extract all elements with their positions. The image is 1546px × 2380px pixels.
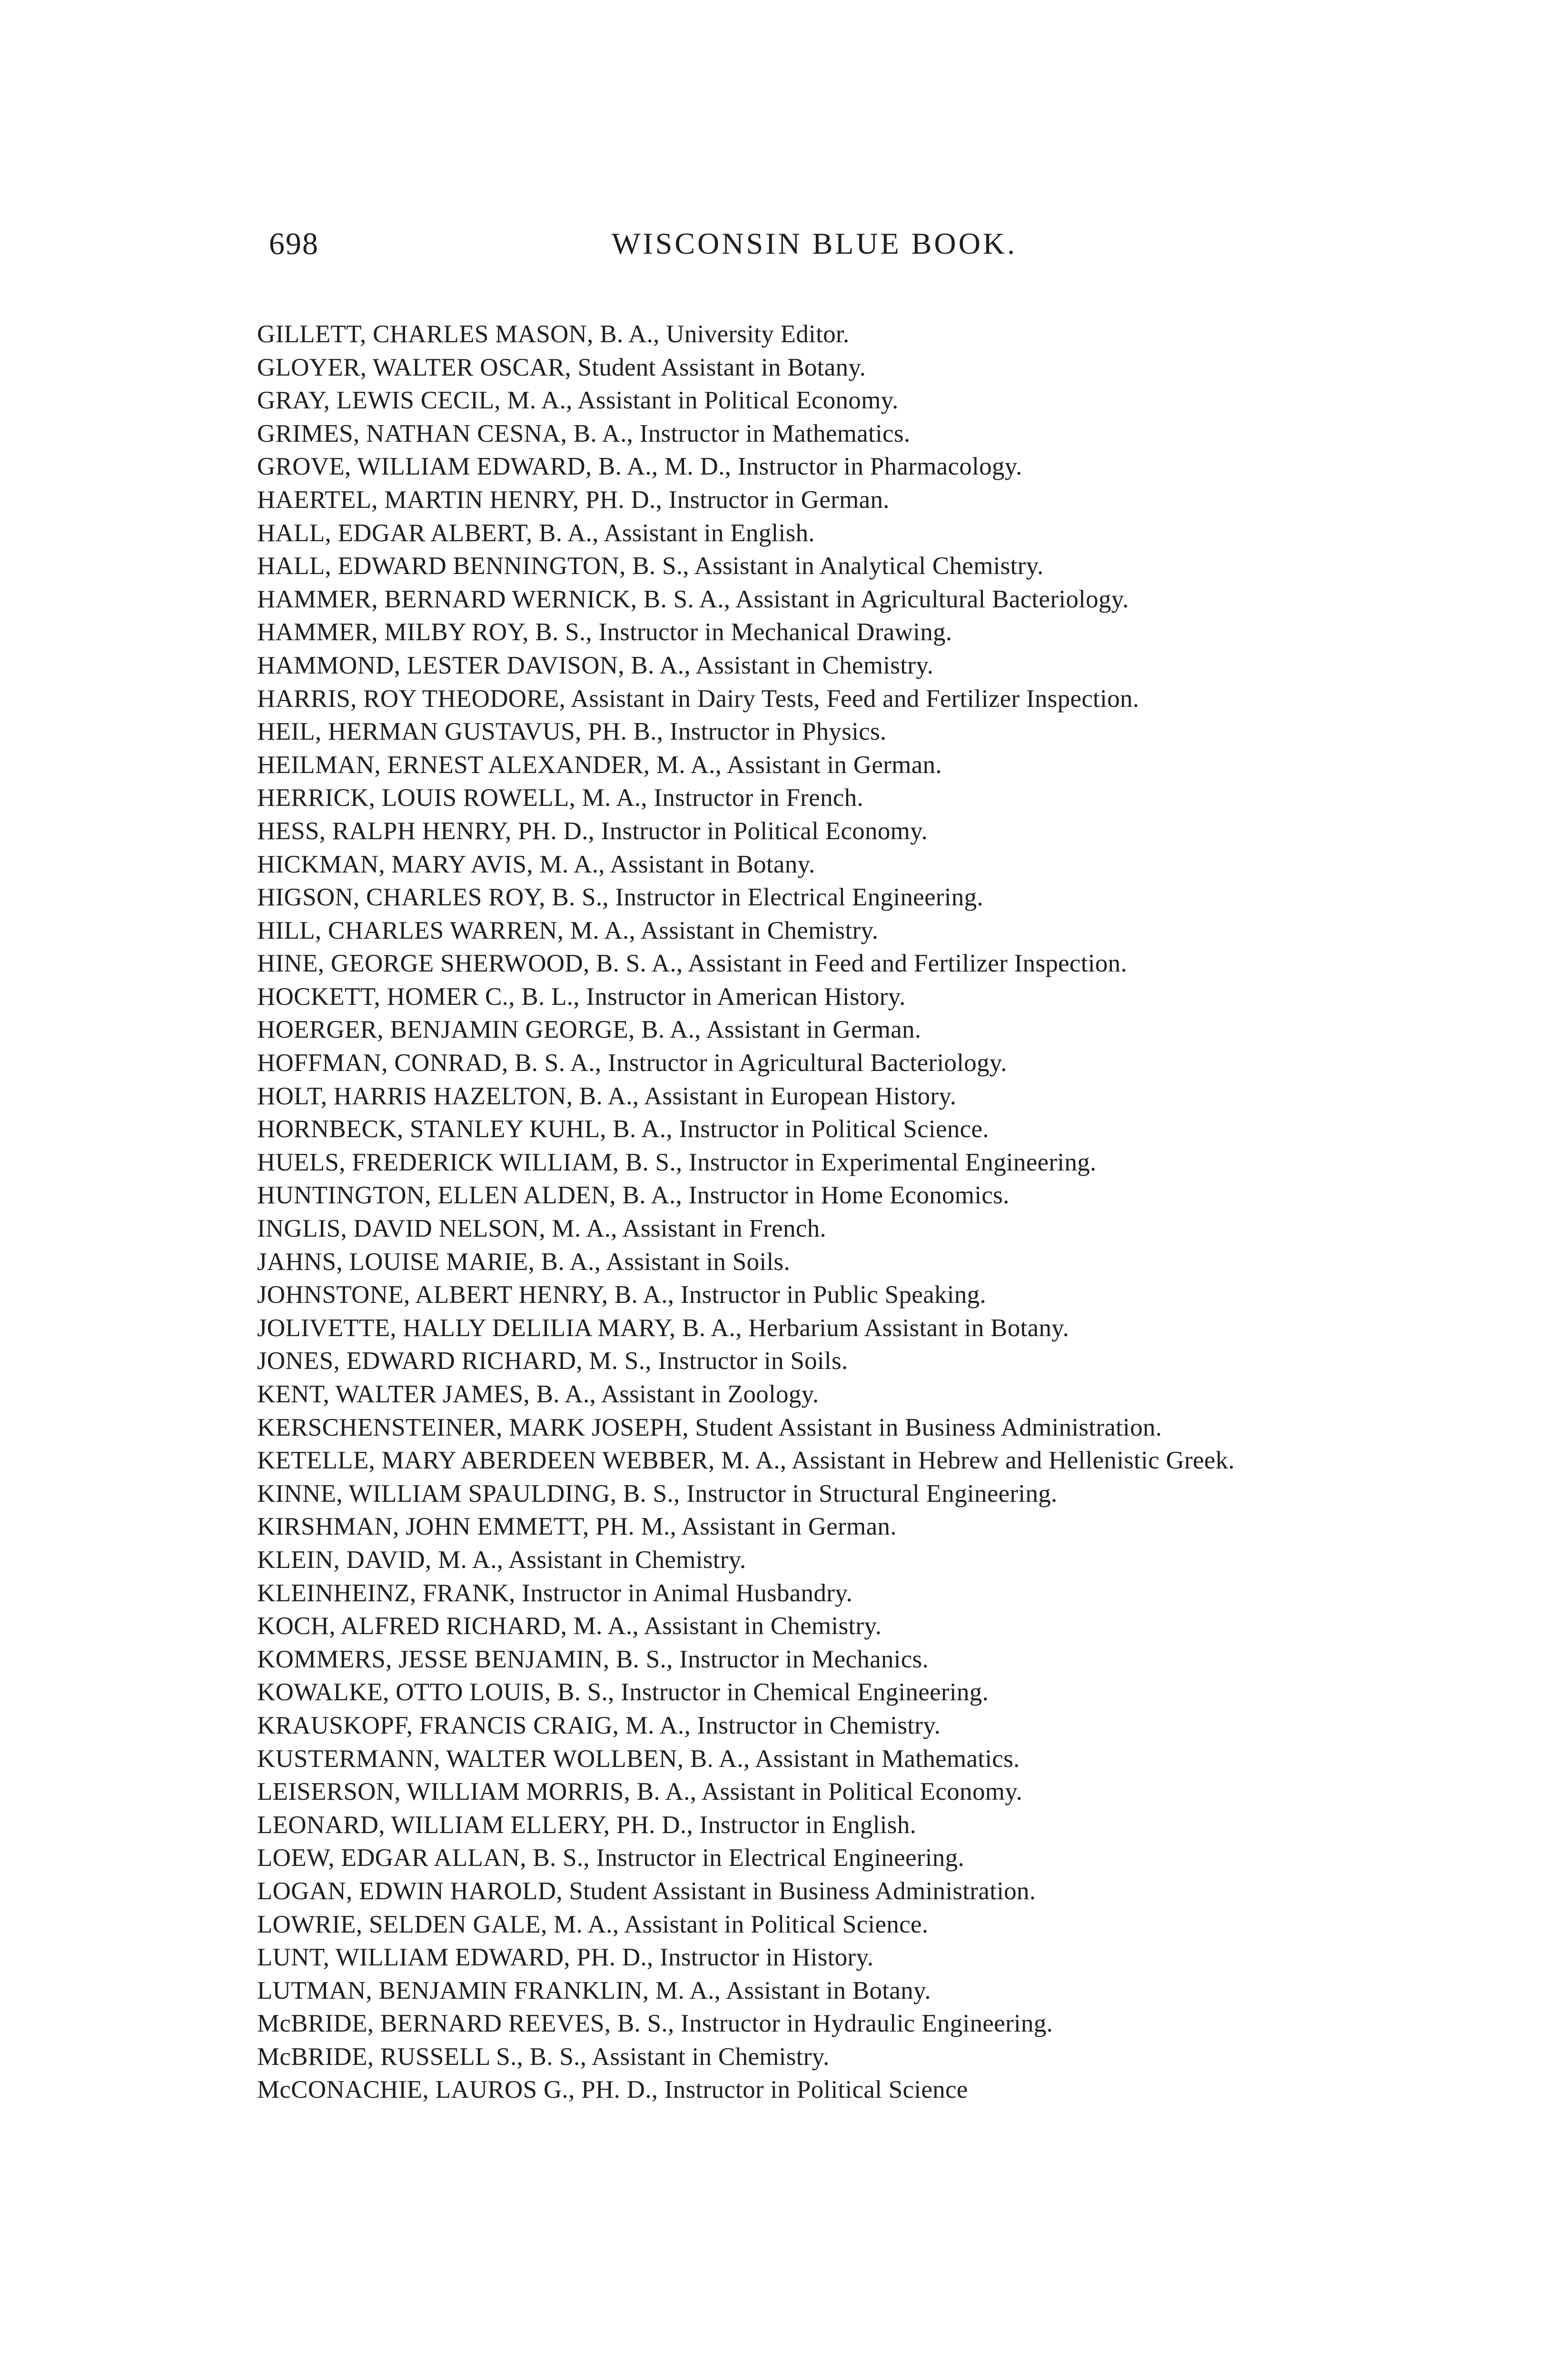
list-item: LOGAN, EDWIN HAROLD, Student Assistant in Business Administration. [257,1877,1036,1905]
list-item: HUELS, FREDERICK WILLIAM, B. S., Instructor in Experimental Engineering. [257,1148,1097,1176]
list-item: JOHNSTONE, ALBERT HENRY, B. A., Instructor in Public Speaking. [257,1281,986,1309]
list-item: GRIMES, NATHAN CESNA, B. A., Instructor in Mathematics. [257,419,911,447]
page-header [269,226,1378,269]
list-item: HERRICK, LOUIS ROWELL, M. A., Instructor in French. [257,784,863,812]
list-item: LUTMAN, BENJAMIN FRANKLIN, M. A., Assistant in Botany. [257,1976,931,2004]
list-item: HALL, EDWARD BENNINGTON, B. S., Assistant in Analytical Chemistry. [257,552,1044,580]
list-item: KOWALKE, OTTO LOUIS, B. S., Instructor in Chemical Engineering. [257,1678,989,1706]
page-number: 698 [269,227,319,261]
list-item: HILL, CHARLES WARREN, M. A., Assistant in Chemistry. [257,916,879,944]
list-item: GLOYER, WALTER OSCAR, Student Assistant in Botany. [257,353,866,381]
list-item: JOLIVETTE, HALLY DELILIA MARY, B. A., Herbarium Assistant in Botany. [257,1314,1070,1342]
list-item: KIRSHMAN, JOHN EMMETT, PH. M., Assistant in German. [257,1513,897,1541]
list-item: McCONACHIE, LAUROS G., PH. D., Instructor in Political Science [257,2076,968,2104]
list-item: KINNE, WILLIAM SPAULDING, B. S., Instructor in Structural Engineering. [257,1479,1058,1507]
list-item: HORNBECK, STANLEY KUHL, B. A., Instructor in Political Science. [257,1115,989,1143]
list-item: HICKMAN, MARY AVIS, M. A., Assistant in Botany. [257,850,815,878]
list-item: HOLT, HARRIS HAZELTON, B. A., Assistant in European History. [257,1082,957,1110]
list-item: JONES, EDWARD RICHARD, M. S., Instructor in Soils. [257,1347,848,1375]
list-item: KUSTERMANN, WALTER WOLLBEN, B. A., Assistant in Mathematics. [257,1745,1020,1773]
list-item: KLEIN, DAVID, M. A., Assistant in Chemistry. [257,1546,746,1574]
list-item: McBRIDE, RUSSELL S., B. S., Assistant in Chemistry. [257,2043,830,2071]
list-item: HARRIS, ROY THEODORE, Assistant in Dairy Tests, Feed and Fertilizer Inspection. [257,684,1140,713]
list-item: HOERGER, BENJAMIN GEORGE, B. A., Assistant in German. [257,1016,922,1044]
list-item: HAMMER, MILBY ROY, B. S., Instructor in Mechanical Drawing. [257,618,952,646]
list-item: GROVE, WILLIAM EDWARD, B. A., M. D., Instructor in Pharmacology. [257,453,1022,481]
list-item: HUNTINGTON, ELLEN ALDEN, B. A., Instructor in Home Economics. [257,1181,1010,1210]
list-item: HAERTEL, MARTIN HENRY, PH. D., Instructor in German. [257,486,890,514]
list-item: HOCKETT, HOMER C., B. L., Instructor in American History. [257,982,906,1011]
list-item: LOWRIE, SELDEN GALE, M. A., Assistant in Political Science. [257,1910,929,1938]
list-item: HAMMOND, LESTER DAVISON, B. A., Assistant in Chemistry. [257,651,934,679]
list-item: HEILMAN, ERNEST ALEXANDER, M. A., Assistant in German. [257,751,942,779]
list-item: HALL, EDGAR ALBERT, B. A., Assistant in English. [257,519,815,547]
list-item: INGLIS, DAVID NELSON, M. A., Assistant in French. [257,1215,826,1243]
staff-list [257,318,1390,2107]
list-item: KRAUSKOPF, FRANCIS CRAIG, M. A., Instructor in Chemistry. [257,1711,941,1739]
list-item: HEIL, HERMAN GUSTAVUS, PH. B., Instructor in Physics. [257,718,887,746]
list-item: KOMMERS, JESSE BENJAMIN, B. S., Instructor in Mechanics. [257,1645,929,1673]
list-item: HAMMER, BERNARD WERNICK, B. S. A., Assistant in Agricultural Bacteriology. [257,585,1129,613]
list-item: KETELLE, MARY ABERDEEN WEBBER, M. A., Assistant in Hebrew and Hellenistic Greek. [257,1447,1235,1475]
list-item: LEISERSON, WILLIAM MORRIS, B. A., Assistant in Political Economy. [257,1778,1023,1806]
list-item: HIGSON, CHARLES ROY, B. S., Instructor in Electrical Engineering. [257,883,983,912]
list-item: LUNT, WILLIAM EDWARD, PH. D., Instructor in History. [257,1944,874,1972]
running-title: WISCONSIN BLUE BOOK. [612,227,1017,260]
list-item: HESS, RALPH HENRY, PH. D., Instructor in Political Economy. [257,817,928,845]
list-item: LOEW, EDGAR ALLAN, B. S., Instructor in Electrical Engineering. [257,1844,964,1872]
list-item: LEONARD, WILLIAM ELLERY, PH. D., Instructor in English. [257,1811,917,1839]
list-item: KOCH, ALFRED RICHARD, M. A., Assistant in Chemistry. [257,1612,882,1640]
list-item: McBRIDE, BERNARD REEVES, B. S., Instructor in Hydraulic Engineering. [257,2010,1053,2038]
list-item: KERSCHENSTEINER, MARK JOSEPH, Student Assistant in Business Administration. [257,1413,1162,1441]
list-item: HOFFMAN, CONRAD, B. S. A., Instructor in Agricultural Bacteriology. [257,1049,1007,1077]
list-item: GRAY, LEWIS CECIL, M. A., Assistant in Political Economy. [257,387,899,415]
list-item: KLEINHEINZ, FRANK, Instructor in Animal Husbandry. [257,1579,853,1607]
list-item: HINE, GEORGE SHERWOOD, B. S. A., Assistant in Feed and Fertilizer Inspection. [257,950,1127,978]
list-item: JAHNS, LOUISE MARIE, B. A., Assistant in Soils. [257,1248,790,1276]
list-item: GILLETT, CHARLES MASON, B. A., University Editor. [257,320,850,348]
list-item: KENT, WALTER JAMES, B. A., Assistant in Zoology. [257,1380,819,1408]
